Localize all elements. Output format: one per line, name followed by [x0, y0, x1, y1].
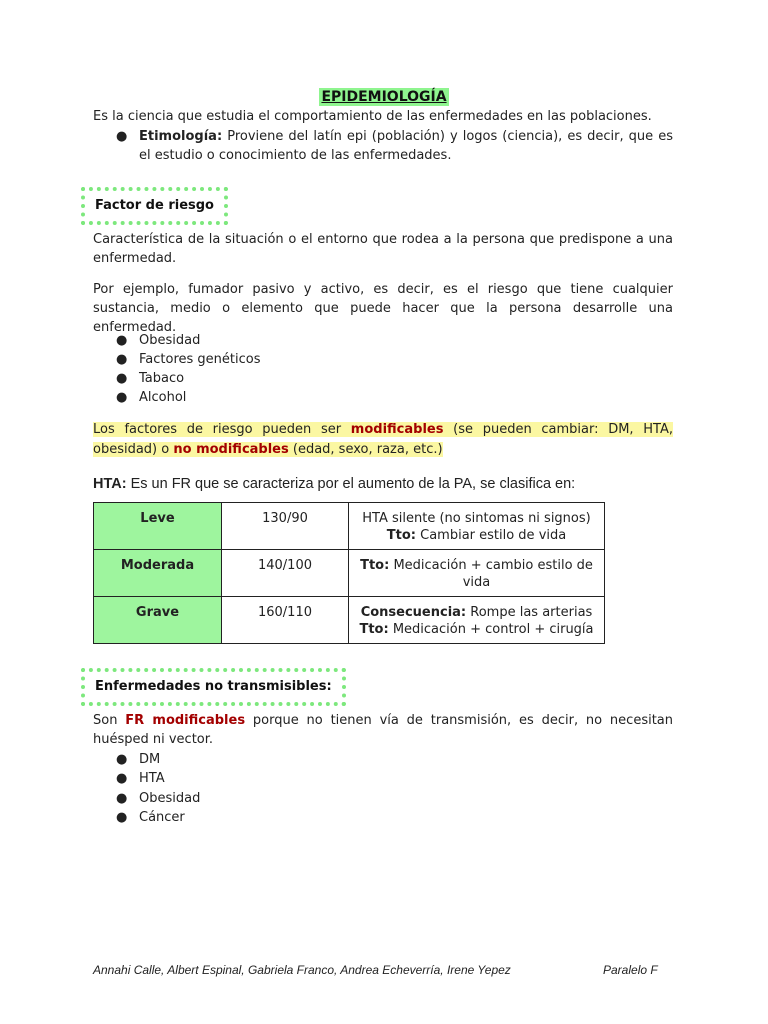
section-heading-risk-factor: Factor de riesgo — [81, 187, 228, 225]
list-item: Tabaco — [139, 371, 185, 386]
footer-group: Paralelo F — [603, 963, 658, 977]
risk-factor-definition: Característica de la situación o el entorno que rodea a la persona que predispone a una enfermedad. — [93, 232, 673, 266]
table-cell-level: Grave — [94, 597, 222, 644]
table-cell-level: Leve — [94, 503, 222, 550]
table-row — [94, 503, 605, 550]
bullet-dot: ● — [116, 129, 128, 144]
table-cell-description: Tto: Medicación + cambio estilo de vida — [349, 550, 605, 597]
footer-authors: Annahi Calle, Albert Espinal, Gabriela Franco, Andrea Echeverría, Irene Yepez — [93, 963, 511, 977]
hta-intro: HTA: Es un FR que se caracteriza por el aumento de la PA, se clasifica en: — [93, 476, 576, 492]
table-cell-value: 130/90 — [222, 503, 349, 550]
list-item: Obesidad — [139, 791, 201, 806]
intro-text: Es la ciencia que estudia el comportamiento de las enfermedades en las poblaciones. — [93, 109, 652, 124]
hta-table — [93, 502, 605, 644]
risk-factor-classification: Los factores de riesgo pueden ser modificables (se pueden cambiar: DM, HTA, obesidad) o no modificables (edad, sexo, raza, etc.) — [93, 422, 673, 457]
table-cell-value: 140/100 — [222, 550, 349, 597]
risk-factor-example: Por ejemplo, fumador pasivo y activo, es decir, es el riesgo que tiene cualquier sustancia, medio o elemento que puede hacer que la persona desarrolle una enfermedad. — [93, 282, 673, 335]
table-cell-level: Moderada — [94, 550, 222, 597]
ncd-description: Son FR modificables porque no tienen vía de transmisión, es decir, no necesitan huésped ni vector. — [93, 713, 674, 747]
table-cell-description: Consecuencia: Rompe las arterias Tto: Medicación + control + cirugía — [349, 597, 605, 644]
etymology-item: Etimología: Proviene del latín epi (población) y logos (ciencia), es decir, que es el estudio o conocimiento de las enfermedades. — [139, 129, 673, 163]
list-item: Obesidad — [139, 333, 201, 348]
document-page: EPIDEMIOLOGÍA Es la ciencia que estudia el comportamiento de las enfermedades en las poblaciones. ● Etimología: Proviene del latín epi (población) y logos (ciencia), es decir, que es el estudio o conocimiento de las enfermedades. Factor de riesgo Característica de la situación o el entorno que rodea a la persona que predispone a una enfermedad. Por ejemplo, fumador pasivo y activo, es decir, es el riesgo que tiene cualquier sustancia, medio o elemento que puede hacer que la persona desarrolle una enfermedad. ● Obesidad ● Factores genéticos ● Tabaco ● Alcohol Los factores de riesgo pueden ser modificables (se pueden cambiar: DM, HTA, obesidad) o no modificables (edad, sexo, raza, etc.) HTA: Es un FR que se caracteriza por el aumento de la PA, se clasifica en: Leve 130/90 HTA silente (no sintomas ni signos) Tto: Cambiar estilo de vida Moderada 140/100 Tto: Medicación + cambio estilo de vida Grave 160/110 Consecuencia: Rompe las arterias Tto: Medicación + control + cirugía Enfermedades no transmisibles: Son FR modificables porque no tienen vía de transmisión, es decir, no necesitan huésped ni vector. ● DM ● HTA ● Obesidad ● Cáncer Annahi Calle, Albert Espinal, Gabriela Franco, Andrea Echeverría, Irene Yepez Paralelo F — [0, 0, 768, 1024]
table-cell-description: HTA silente (no sintomas ni signos) Tto: Cambiar estilo de vida — [349, 503, 605, 550]
table-row — [94, 597, 605, 644]
table-row — [94, 550, 605, 597]
list-item: DM — [139, 752, 161, 767]
list-item: HTA — [139, 771, 165, 786]
table-cell-value: 160/110 — [222, 597, 349, 644]
list-item: Factores genéticos — [139, 352, 261, 367]
list-item: Alcohol — [139, 390, 187, 405]
section-heading-ncd: Enfermedades no transmisibles: — [81, 668, 346, 706]
page-title: EPIDEMIOLOGÍA — [321, 89, 447, 105]
list-item: Cáncer — [139, 810, 185, 825]
